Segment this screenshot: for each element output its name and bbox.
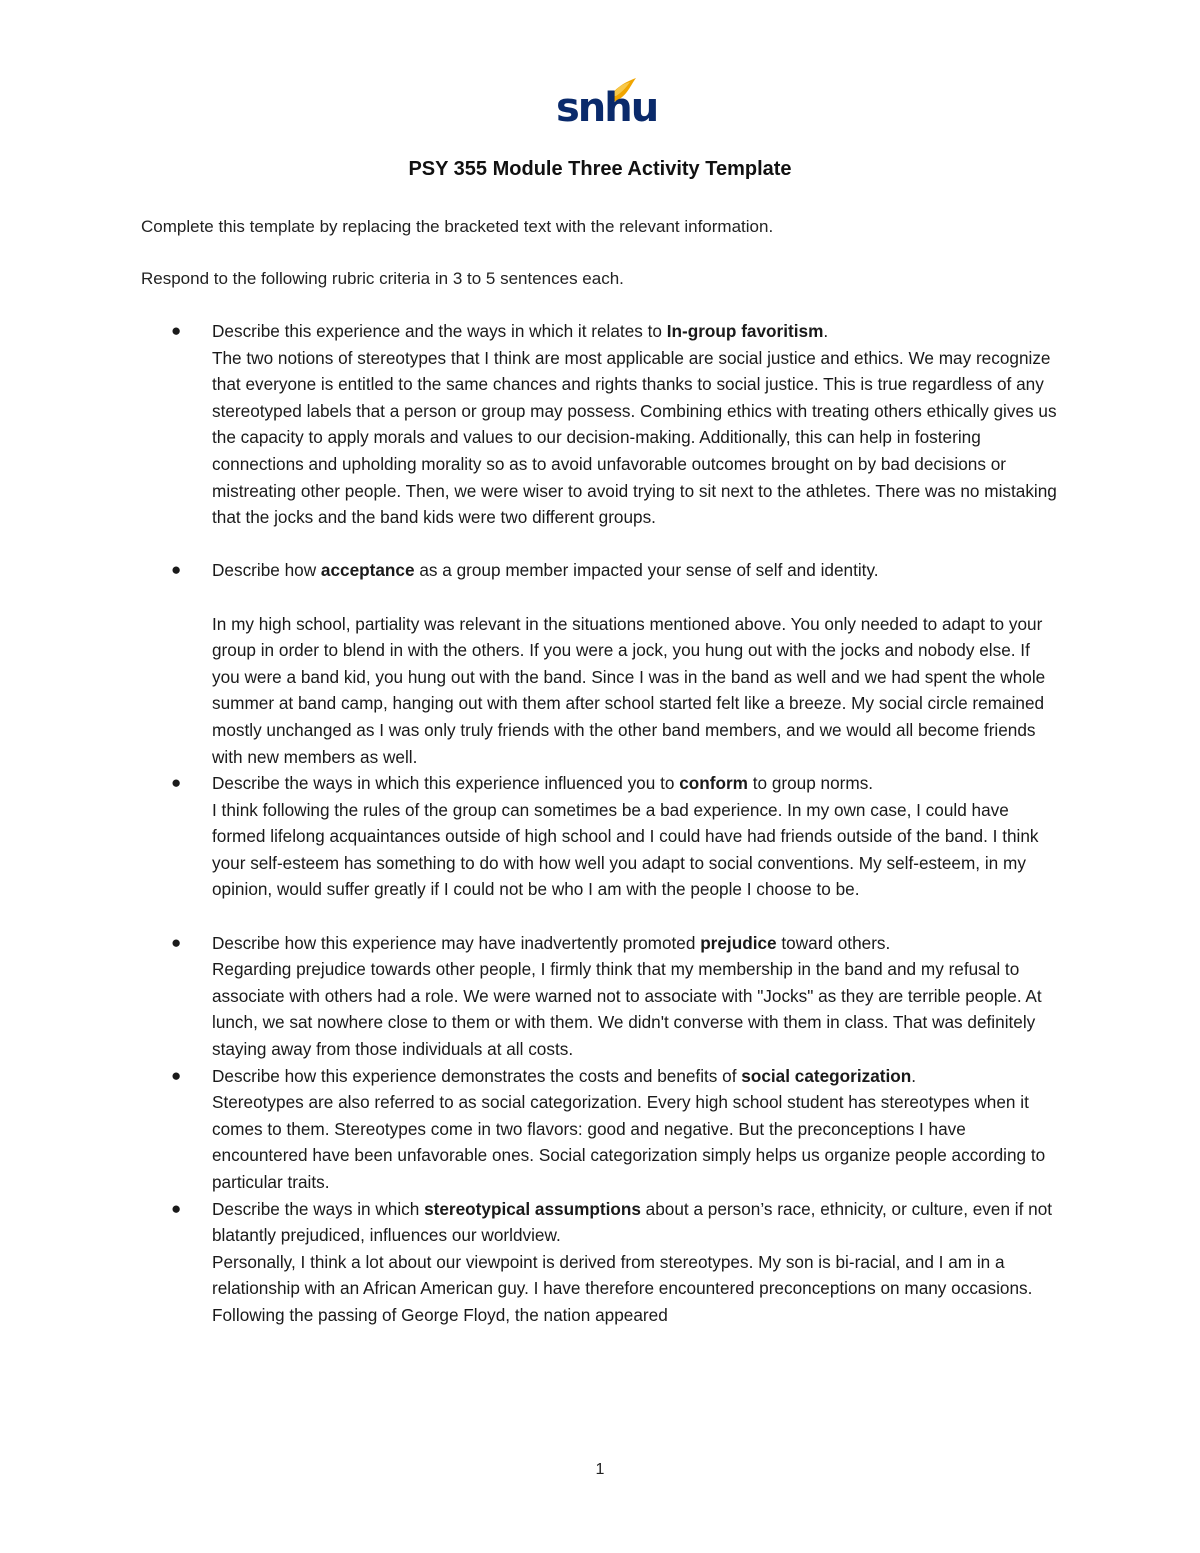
page-number: 1: [595, 1461, 605, 1478]
bullet-icon: ●: [171, 773, 182, 793]
criterion-term: social categorization: [741, 1065, 912, 1086]
criterion-answer: I think following the rules of the group can sometimes be a bad experience. In my own case, I could have formed lifelong acquaintances outside of high school and I could have had friends outside of the band. I think your self-esteem has something to do with how well you adapt to social conventions. My self-esteem, in my opinion, would suffer greatly if I could not be who I am with the people I choose to be.: [212, 799, 1039, 900]
criterion-item: [141, 770, 1061, 903]
logo-wordmark: snhu: [556, 85, 658, 131]
bullet-icon: ●: [171, 932, 182, 952]
page-title: PSY 355 Module Three Activity Template: [408, 158, 792, 180]
criterion-prompt: Describe how acceptance as a group member impacted your sense of self and identity.: [212, 560, 879, 581]
criterion-prompt: Describe this experience and the ways in which it relates to In-group favoritism.: [212, 321, 829, 341]
criterion-answer: In my high school, partiality was relevant in the situations mentioned above. You only needed to adapt to your group in order to blend in with the others. If you were a jock, you hung out with the jocks and nobody else. If you were a band kid, you hung out with the band. Since I was in the band as well and we had spent the whole summer at band camp, hanging out with them after school started felt like a breeze. My social circle remained mostly unchanged as I was only truly friends with the other band members, and we would all become friends with new members as well.: [212, 613, 1046, 767]
instruction-line-1: Complete this template by replacing the bracketed text with the relevant information.: [141, 217, 774, 236]
criterion-term: prejudice: [700, 932, 777, 953]
criterion-item: [141, 557, 1061, 770]
criterion-answer: The two notions of stereotypes that I think are most applicable are social justice and ethics. We may recognize that everyone is entitled to the same chances and rights thanks to social justice. This is true regardless of any stereotyped labels that a person or group may possess. Combining ethics with treating others ethically gives us the capacity to apply morals and values to our decision-making. Additionally, this can help in fostering connections and upholding morality so as to avoid unfavorable outcomes brought on by bad decisions or mistreating other people. Then, we were wiser to avoid trying to sit next to the athletes. There was no mistaking that the jocks and the band kids were two different groups.: [212, 347, 1057, 528]
criterion-item: [141, 318, 1061, 531]
criterion-item: [141, 1063, 1061, 1196]
criterion-item: [141, 930, 1061, 1063]
snhu-logo: [556, 74, 658, 134]
bullet-icon: ●: [171, 321, 182, 340]
bullet-icon: ●: [171, 1065, 182, 1085]
criterion-term: In-group favoritism: [666, 321, 824, 341]
criterion-term: acceptance: [320, 560, 415, 581]
instruction-line-2: Respond to the following rubric criteria in 3 to 5 sentences each.: [141, 269, 624, 288]
bullet-icon: ●: [171, 560, 182, 580]
criterion-term: stereotypical assumptions: [424, 1198, 641, 1219]
criterion-prompt: Describe how this experience demonstrates the costs and benefits of social categorization.: [212, 1065, 917, 1086]
criteria-list: [141, 318, 1061, 1329]
criterion-answer: Personally, I think a lot about our viewpoint is derived from stereotypes. My son is bi-racial, and I am in a relationship with an African American guy. I have therefore encountered preconceptions on many occasions. Following the passing of George Floyd, the nation appeared: [212, 1251, 1033, 1325]
criterion-answer: Regarding prejudice towards other people, I firmly think that my membership in the band and my refusal to associate with others had a role. We were warned not to associate with "Jocks" as they are terrible people. At lunch, we sat nowhere close to them or with them. We didn't converse with them in class. That was definitely staying away from those individuals at all costs.: [212, 959, 1042, 1060]
criterion-prompt: Describe how this experience may have inadvertently promoted prejudice toward others.: [212, 932, 891, 953]
bullet-icon: ●: [171, 1198, 182, 1218]
criterion-prompt: Describe the ways in which this experience influenced you to conform to group norms.: [212, 773, 874, 794]
criterion-answer: Stereotypes are also referred to as social categorization. Every high school student has stereotypes when it comes to them. Stereotypes come in two flavors: good and negative. But the preconceptions I have encountered have been unfavorable ones. Social categorization simply helps us organize people according to particular traits.: [212, 1092, 1046, 1192]
criterion-term: conform: [679, 773, 748, 794]
criterion-item: [141, 1196, 1061, 1329]
criterion-prompt: Describe the ways in which stereotypical assumptions about a person’s race, ethnicity, or culture, even if not blatantly prejudiced, influences our worldview.: [212, 1198, 1053, 1246]
